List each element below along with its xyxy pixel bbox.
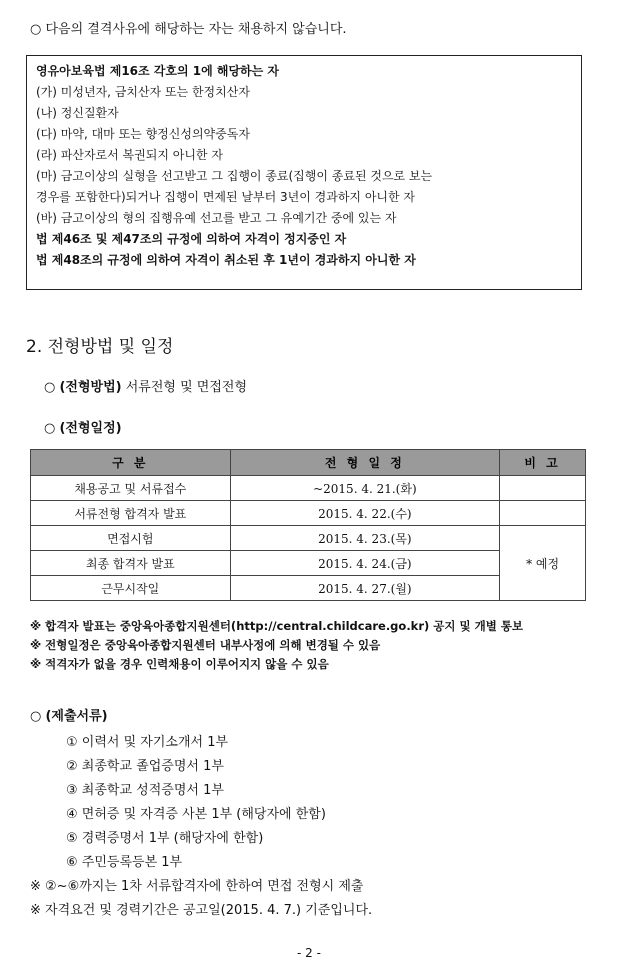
document-item: ④ 면허증 및 자격증 사본 1부 (해당자에 한함) [66, 807, 326, 822]
row-category: 최종 합격자 발표 [31, 551, 231, 576]
box-line-ra: (라) 파산자로서 복권되지 아니한 자 [36, 148, 223, 162]
method-line [44, 376, 247, 395]
method-text: 서류전형 및 면접전형 [125, 380, 248, 395]
row-date: 2015. 4. 24.(금) [230, 551, 500, 576]
section-title: 2. 전형방법 및 일정 [26, 337, 174, 357]
table-row [31, 526, 586, 551]
row-remark: * 예정 [500, 526, 586, 601]
documents-heading [30, 705, 108, 724]
row-date: 2015. 4. 23.(목) [230, 526, 500, 551]
row-date: 2015. 4. 22.(수) [230, 501, 500, 526]
row-category: 근무시작일 [31, 576, 231, 601]
footnote-criteria: ※ 자격요건 및 경력기간은 공고일(2015. 4. 7.) 기준입니다. [30, 903, 373, 918]
box-line-law: 영유아보육법 제16조 각호의 1에 해당하는 자 [36, 64, 280, 78]
document-item: ③ 최종학교 성적증명서 1부 [66, 783, 224, 798]
box-line-art46: 법 제46조 및 제47조의 규정에 의하여 자격이 정지중인 자 [36, 232, 347, 246]
method-marker: ○ [44, 380, 56, 395]
note-no-candidate: ※ 적격자가 없을 경우 인력채용이 이루어지지 않을 수 있음 [30, 657, 329, 671]
schedule-table [30, 449, 586, 601]
schedule-heading [44, 417, 122, 436]
table-row [31, 476, 586, 501]
col-header-schedule: 전 형 일 정 [230, 450, 500, 476]
note-schedule-change: ※ 전형일정은 중앙육아종합지원센터 내부사정에 의해 변경될 수 있음 [30, 638, 381, 652]
row-date: ~2015. 4. 21.(화) [230, 476, 500, 501]
document-item: ② 최종학교 졸업증명서 1부 [66, 759, 224, 774]
documents-marker: ○ [30, 709, 42, 724]
table-row [31, 501, 586, 526]
row-category: 면접시험 [31, 526, 231, 551]
row-date: 2015. 4. 27.(월) [230, 576, 500, 601]
box-line-ga: (가) 미성년자, 금치산자 또는 한정치산자 [36, 85, 250, 99]
documents-label: (제출서류) [45, 709, 108, 724]
box-line-art48: 법 제48조의 규정에 의하여 자격이 취소된 후 1년이 경과하지 아니한 자 [36, 253, 416, 267]
method-label: (전형방법) [59, 380, 122, 395]
box-line-da: (다) 마약, 대마 또는 향정신성의약중독자 [36, 127, 250, 141]
box-line-ma-cont: 경우를 포함한다)되거나 집행이 면제된 날부터 3년이 경과하지 아니한 자 [36, 190, 416, 204]
schedule-label: (전형일정) [59, 421, 122, 436]
schedule-marker: ○ [44, 421, 56, 436]
note-announcement: ※ 합격자 발표는 중앙육아종합지원센터(http://central.childcare.go.kr) 공지 및 개별 통보 [30, 619, 524, 633]
box-line-ma: (마) 금고이상의 실형을 선고받고 그 집행이 종료(집행이 종료된 것으로 보는 [36, 169, 433, 183]
disqualification-box [26, 55, 582, 290]
box-line-na: (나) 정신질환자 [36, 106, 119, 120]
box-line-ba: (바) 금고이상의 형의 집행유예 선고를 받고 그 유예기간 중에 있는 자 [36, 211, 397, 225]
row-remark-empty [500, 501, 586, 526]
row-category: 서류전형 합격자 발표 [31, 501, 231, 526]
footnote-submission: ※ ②~⑥까지는 1차 서류합격자에 한하여 면접 전형시 제출 [30, 879, 364, 894]
document-item: ⑤ 경력증명서 1부 (해당자에 한함) [66, 831, 264, 846]
col-header-category: 구 분 [31, 450, 231, 476]
page-number: - 2 - [297, 946, 321, 960]
row-remark-empty [500, 476, 586, 501]
col-header-remark: 비 고 [500, 450, 586, 476]
intro-text: ○ 다음의 결격사유에 해당하는 자는 채용하지 않습니다. [30, 22, 347, 37]
document-item: ① 이력서 및 자기소개서 1부 [66, 735, 229, 750]
row-category: 채용공고 및 서류접수 [31, 476, 231, 501]
document-item: ⑥ 주민등록등본 1부 [66, 855, 183, 870]
table-header-row [31, 450, 586, 476]
